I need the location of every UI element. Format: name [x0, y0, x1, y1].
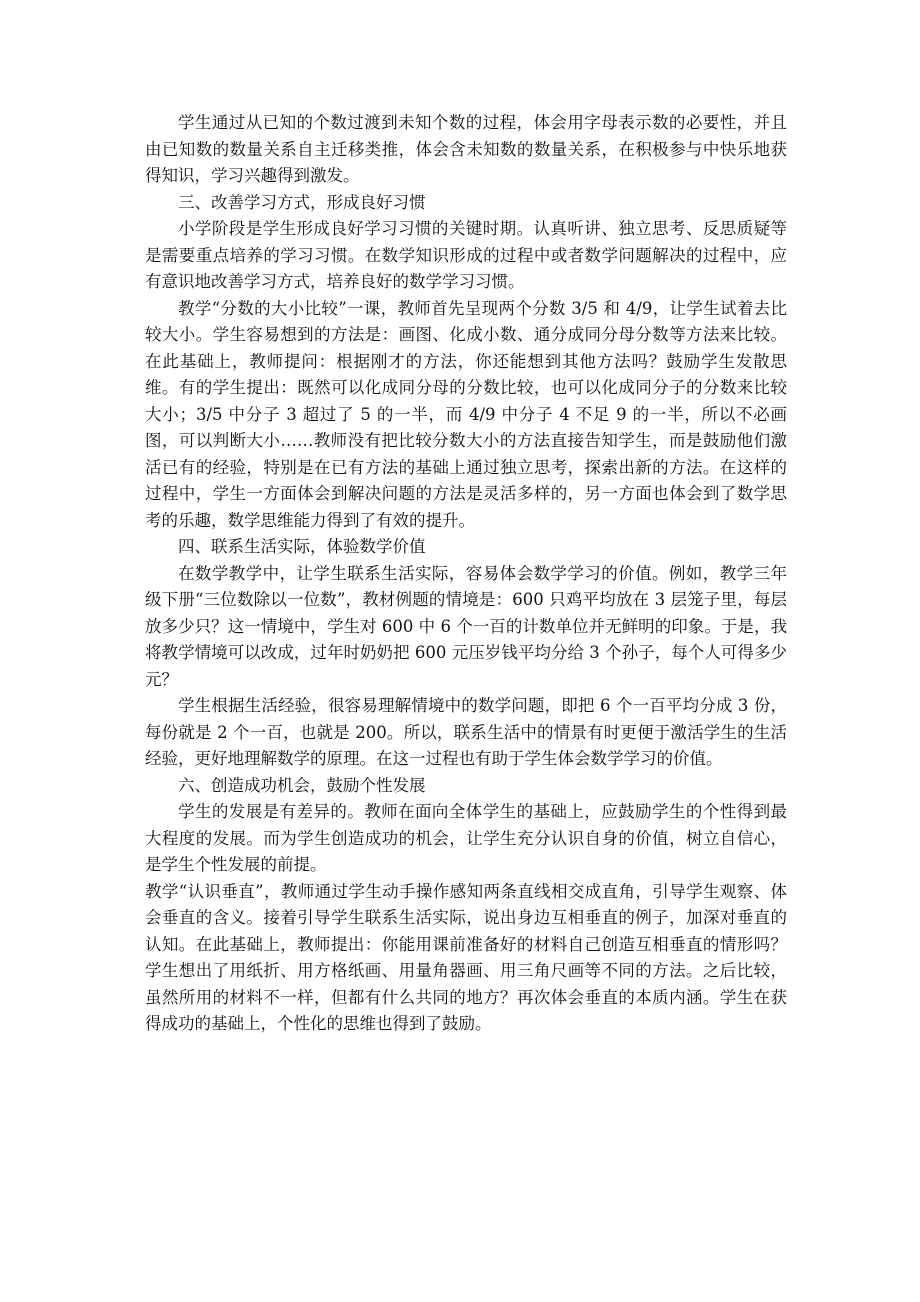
section-heading-3: 三、改善学习方式，形成良好习惯: [178, 192, 426, 212]
paragraph-learning-habits: 小学阶段是学生形成良好学习习惯的关键时期。认真听讲、独立思考、反思质疑等是需要重点培养的学习习惯。在数学知识形成的过程中或者数学问题解决的过程中，应有意识地改善学习方式，培养良好的数学学习习惯。: [145, 219, 787, 291]
paragraph-fraction-comparison: 教学“分数的大小比较”一课，教师首先呈现两个分数 3/5 和 4/9，让学生试着去比较大小。学生容易想到的方法是：画图、化成小数、通分成同分母分数等方法来比较。在此基础上，教师提问：根据刚才的方法，你还能想到其他方法吗？鼓励学生发散思维。有的学生提出：既然可以化成同分母的分数比较，也可以化成同分子的分数来比较大小；3/5 中分子 3 超过了 5 的一半，而 4/9 中分子 4 不足 9 的一半，所以不必画图，可以判断大小……教师没有把比较分数大小的方法直接告知学生，而是鼓励他们激活已有的经验，特别是在已有方法的基础上通过独立思考，探索出新的方法。在这样的过程中，学生一方面体会到解决问题的方法是灵活多样的，另一方面也体会到了数学思考的乐趣，数学思维能力得到了有效的提升。: [145, 298, 787, 530]
document-body: [145, 110, 787, 1038]
paragraph-individual-development: 学生的发展是有差异的。教师在面向全体学生的基础上，应鼓励学生的个性得到最大程度的发展。而为学生创造成功的机会，让学生充分认识自身的价值，树立自信心，是学生个性发展的前提。: [145, 802, 787, 874]
paragraph-intro-conclusion: 学生通过从已知的个数过渡到未知个数的过程，体会用字母表示数的必要性，并且由已知数的数量关系自主迁移类推，体会含未知数的数量关系，在积极参与中快乐地获得知识，学习兴趣得到激发。: [145, 113, 787, 185]
paragraph-perpendicular-lesson: 教学“认识垂直”，教师通过学生动手操作感知两条直线相交成直角，引导学生观察、体会垂直的含义。接着引导学生联系生活实际，说出身边互相垂直的例子，加深对垂直的认知。在此基础上，教师提出：你能用课前准备好的材料自己创造互相垂直的情形吗？学生想出了用纸折、用方格纸画、用量角器画、用三角尺画等不同的方法。之后比较，虽然所用的材料不一样，但都有什么共同的地方？再次体会垂直的本质内涵。学生在获得成功的基础上，个性化的思维也得到了鼓励。: [145, 881, 787, 1033]
paragraph-life-experience: 学生根据生活经验，很容易理解情境中的数学问题，即把 6 个一百平均分成 3 份，每份就是 2 个一百，也就是 200。所以，联系生活中的情景有时更便于激活学生的生活经验，更好地理解数学的原理。在这一过程也有助于学生体会数学学习的价值。: [145, 696, 787, 768]
paragraph-life-connection: 在数学教学中，让学生联系生活实际，容易体会数学学习的价值。例如，教学三年级下册“三位数除以一位数”，教材例题的情境是：600 只鸡平均放在 3 层笼子里，每层放多少只？这一情境中，学生对 600 中 6 个一百的计数单位并无鲜明的印象。于是，我将教学情境可以改成，过年时奶奶把 600 元压岁钱平均分给 3 个孙子，每个人可得多少元？: [145, 563, 787, 689]
section-heading-4: 四、联系生活实际，体验数学价值: [178, 537, 426, 556]
section-heading-6: 六、创造成功机会，鼓励个性发展: [178, 775, 426, 795]
